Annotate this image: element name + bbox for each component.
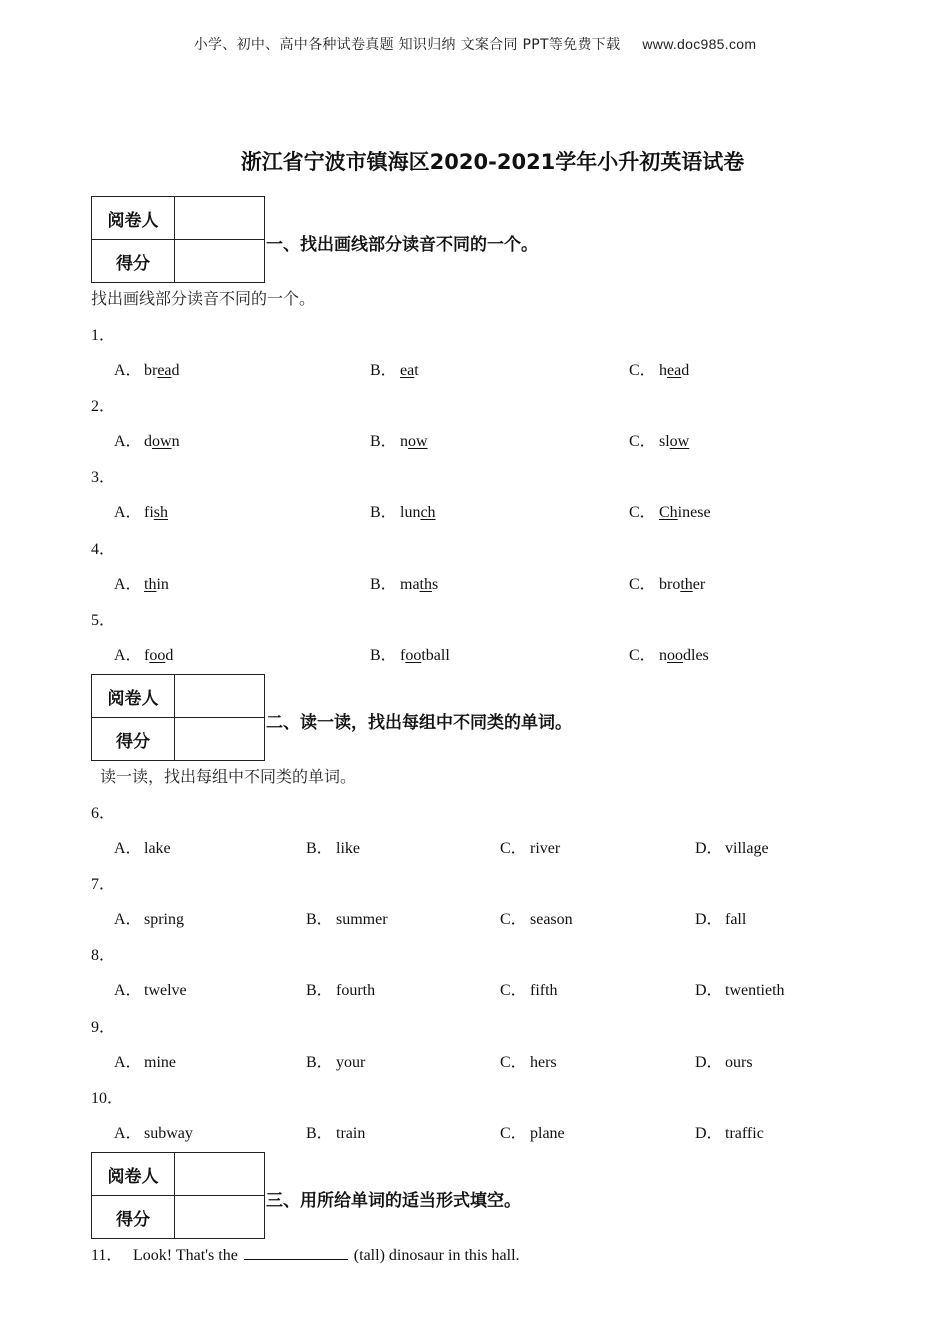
option-a[interactable]: A． down [114, 433, 180, 450]
option-b[interactable]: B． like [306, 840, 360, 857]
score-box [91, 1152, 265, 1239]
question-number: 4． [91, 541, 116, 558]
score-label: 得分 [92, 240, 175, 283]
option-c[interactable]: C． Chinese [629, 504, 711, 521]
question-11 [91, 1242, 520, 1265]
option-c[interactable]: C． hers [500, 1054, 557, 1071]
question-number: 9． [91, 1019, 116, 1036]
option-a[interactable]: A． bread [114, 362, 180, 379]
option-d[interactable]: D． traffic [695, 1125, 764, 1142]
question-number: 10． [91, 1090, 124, 1107]
header-text: 小学、初中、高中各种试卷真题 知识归纳 文案合同 PPT等免费下载 [193, 37, 621, 53]
option-b[interactable]: B． fourth [306, 982, 376, 999]
score-label: 得分 [92, 1196, 175, 1239]
section-1-instruction: 找出画线部分读音不同的一个。 [91, 289, 316, 308]
option-a[interactable]: A． lake [114, 840, 171, 857]
answer-blank[interactable] [244, 1245, 348, 1260]
question-text-before: Look! That's the [133, 1247, 238, 1264]
question-number: 5． [91, 612, 116, 629]
option-b[interactable]: B． train [306, 1125, 366, 1142]
option-c[interactable]: C． brother [629, 576, 706, 593]
option-b[interactable]: B． lunch [370, 504, 436, 521]
option-c[interactable]: C． head [629, 362, 690, 379]
reviewer-label: 阅卷人 [92, 1153, 175, 1196]
option-c[interactable]: C． river [500, 840, 561, 857]
score-label: 得分 [92, 718, 175, 761]
option-b[interactable]: B． summer [306, 911, 388, 928]
option-c[interactable]: C． slow [629, 433, 690, 450]
section-1-heading: 一、找出画线部分读音不同的一个。 [266, 235, 538, 255]
option-c[interactable]: C． noodles [629, 647, 709, 664]
header-site: www.doc985.com [642, 36, 757, 52]
option-a[interactable]: A． mine [114, 1054, 176, 1071]
option-c[interactable]: C． fifth [500, 982, 558, 999]
option-d[interactable]: D． ours [695, 1054, 753, 1071]
question-text-after: (tall) dinosaur in this hall. [353, 1247, 520, 1264]
question-number: 3． [91, 469, 116, 486]
reviewer-label: 阅卷人 [92, 675, 175, 718]
option-a[interactable]: A． fish [114, 504, 169, 521]
option-d[interactable]: D． village [695, 840, 769, 857]
option-b[interactable]: B． football [370, 647, 450, 664]
score-cell[interactable] [175, 240, 265, 283]
reviewer-label: 阅卷人 [92, 197, 175, 240]
option-c[interactable]: C． plane [500, 1125, 565, 1142]
question-number: 2． [91, 398, 116, 415]
option-a[interactable]: A． subway [114, 1125, 193, 1142]
score-cell[interactable] [175, 718, 265, 761]
option-b[interactable]: B． eat [370, 362, 419, 379]
section-2-instruction: 读一读，找出每组中不同类的单词。 [100, 767, 357, 786]
option-b[interactable]: B． now [370, 433, 428, 450]
question-number: 7． [91, 876, 116, 893]
question-number: 6． [91, 805, 116, 822]
section-3-heading: 三、用所给单词的适当形式填空。 [266, 1191, 521, 1211]
option-a[interactable]: A． thin [114, 576, 169, 593]
question-number: 8． [91, 947, 116, 964]
reviewer-cell[interactable] [175, 197, 265, 240]
option-a[interactable]: A． food [114, 647, 174, 664]
score-cell[interactable] [175, 1196, 265, 1239]
question-number: 11． [91, 1247, 123, 1264]
option-d[interactable]: D． twentieth [695, 982, 785, 999]
page-header [0, 34, 950, 54]
score-box [91, 674, 265, 761]
option-c[interactable]: C． season [500, 911, 573, 928]
page-title: 浙江省宁波市镇海区2020-2021学年小升初英语试卷 [240, 150, 745, 174]
reviewer-cell[interactable] [175, 1153, 265, 1196]
question-number: 1． [91, 327, 116, 344]
option-a[interactable]: A． twelve [114, 982, 187, 999]
option-b[interactable]: B． your [306, 1054, 366, 1071]
option-d[interactable]: D． fall [695, 911, 747, 928]
section-2-heading: 二、读一读，找出每组中不同类的单词。 [266, 713, 572, 733]
score-box [91, 196, 265, 283]
option-b[interactable]: B． maths [370, 576, 439, 593]
reviewer-cell[interactable] [175, 675, 265, 718]
option-a[interactable]: A． spring [114, 911, 184, 928]
